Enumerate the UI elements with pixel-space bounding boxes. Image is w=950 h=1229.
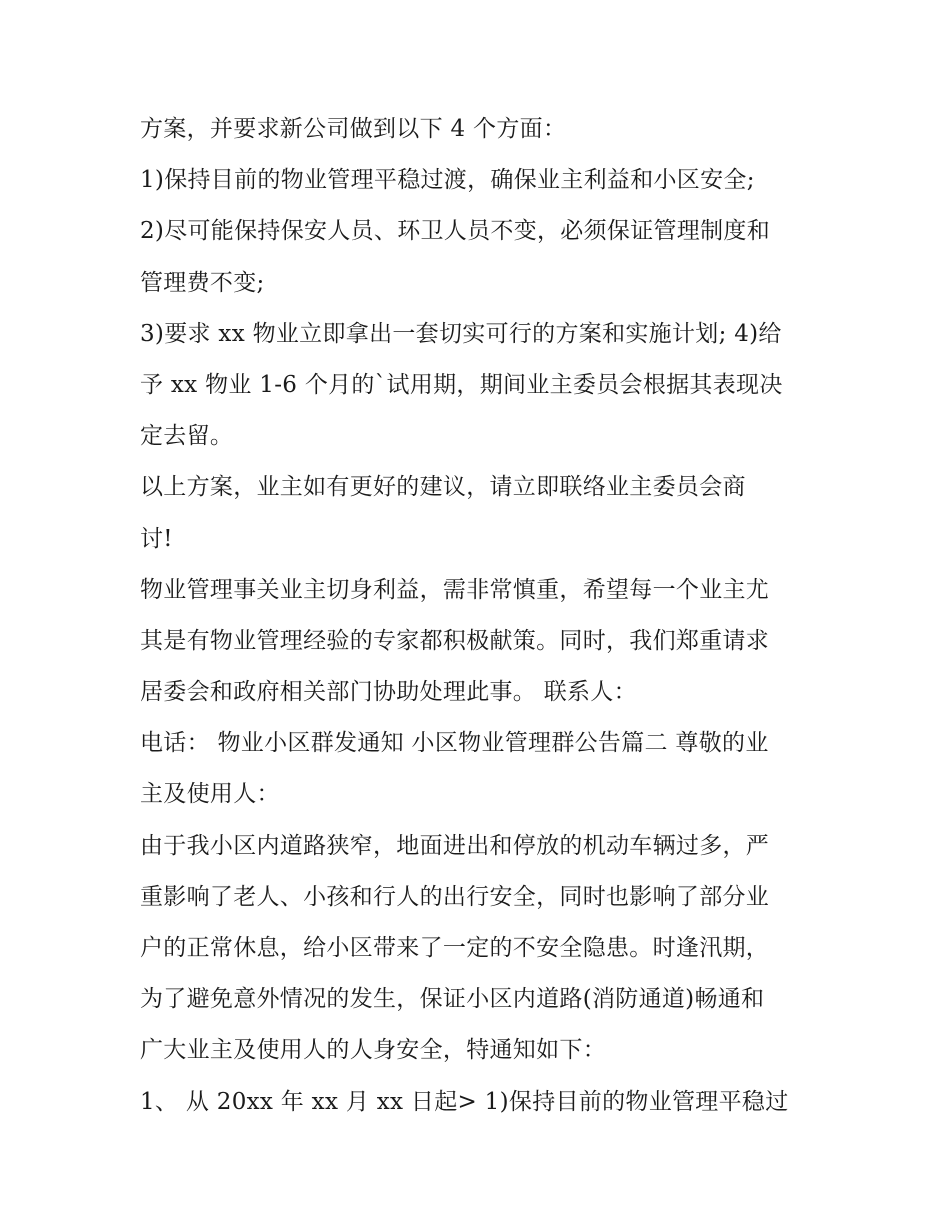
text-line: 2)尽可能保持保安人员、环卫人员不变，必须保证管理制度和 <box>140 218 771 245</box>
text-line: 其是有物业管理经验的专家都积极献策。同时，我们郑重请求 <box>140 627 770 654</box>
text-line: 物业管理事关业主切身利益，需非常慎重，希望每一个业主尤 <box>140 576 770 603</box>
text-line: 由于我小区内道路狭窄，地面进出和停放的机动车辆过多，严 <box>140 832 770 859</box>
document-body <box>140 104 820 1128</box>
text-line: 1)保持目前的物业管理平稳过渡，确保业主利益和小区安全; <box>140 167 755 194</box>
text-line: 主及使用人： <box>140 781 280 808</box>
text-line: 1、 从 20xx 年 xx 月 xx 日起> 1)保持目前的物业管理平稳过 <box>140 1088 789 1115</box>
text-line: 管理费不变; <box>140 269 265 296</box>
text-line: 电话： 物业小区群发通知 小区物业管理群公告篇二 尊敬的业 <box>140 730 769 757</box>
text-line: 方案，并要求新公司做到以下 4 个方面： <box>140 116 567 142</box>
text-line: 定去留。 <box>140 423 234 450</box>
text-line: 广大业主及使用人的人身安全，特通知如下： <box>140 1037 606 1064</box>
text-line: 3)要求 xx 物业立即拿出一套切实可行的方案和实施计划; 4)给 <box>140 320 782 347</box>
text-line: 讨! <box>140 525 173 552</box>
text-line: 予 xx 物业 1-6 个月的`试用期，期间业主委员会根据其表现决 <box>140 371 783 398</box>
text-line: 以上方案，业主如有更好的建议，请立即联络业主委员会商 <box>140 474 746 501</box>
text-line: 居委会和政府相关部门协助处理此事。 联系人： <box>140 679 637 706</box>
text-line: 户的正常休息，给小区带来了一定的不安全隐患。时逢汛期， <box>140 935 770 961</box>
text-line: 为了避免意外情况的发生，保证小区内道路(消防通道)畅通和 <box>140 986 765 1013</box>
text-line: 重影响了老人、小孩和行人的出行安全，同时也影响了部分业 <box>140 883 770 910</box>
